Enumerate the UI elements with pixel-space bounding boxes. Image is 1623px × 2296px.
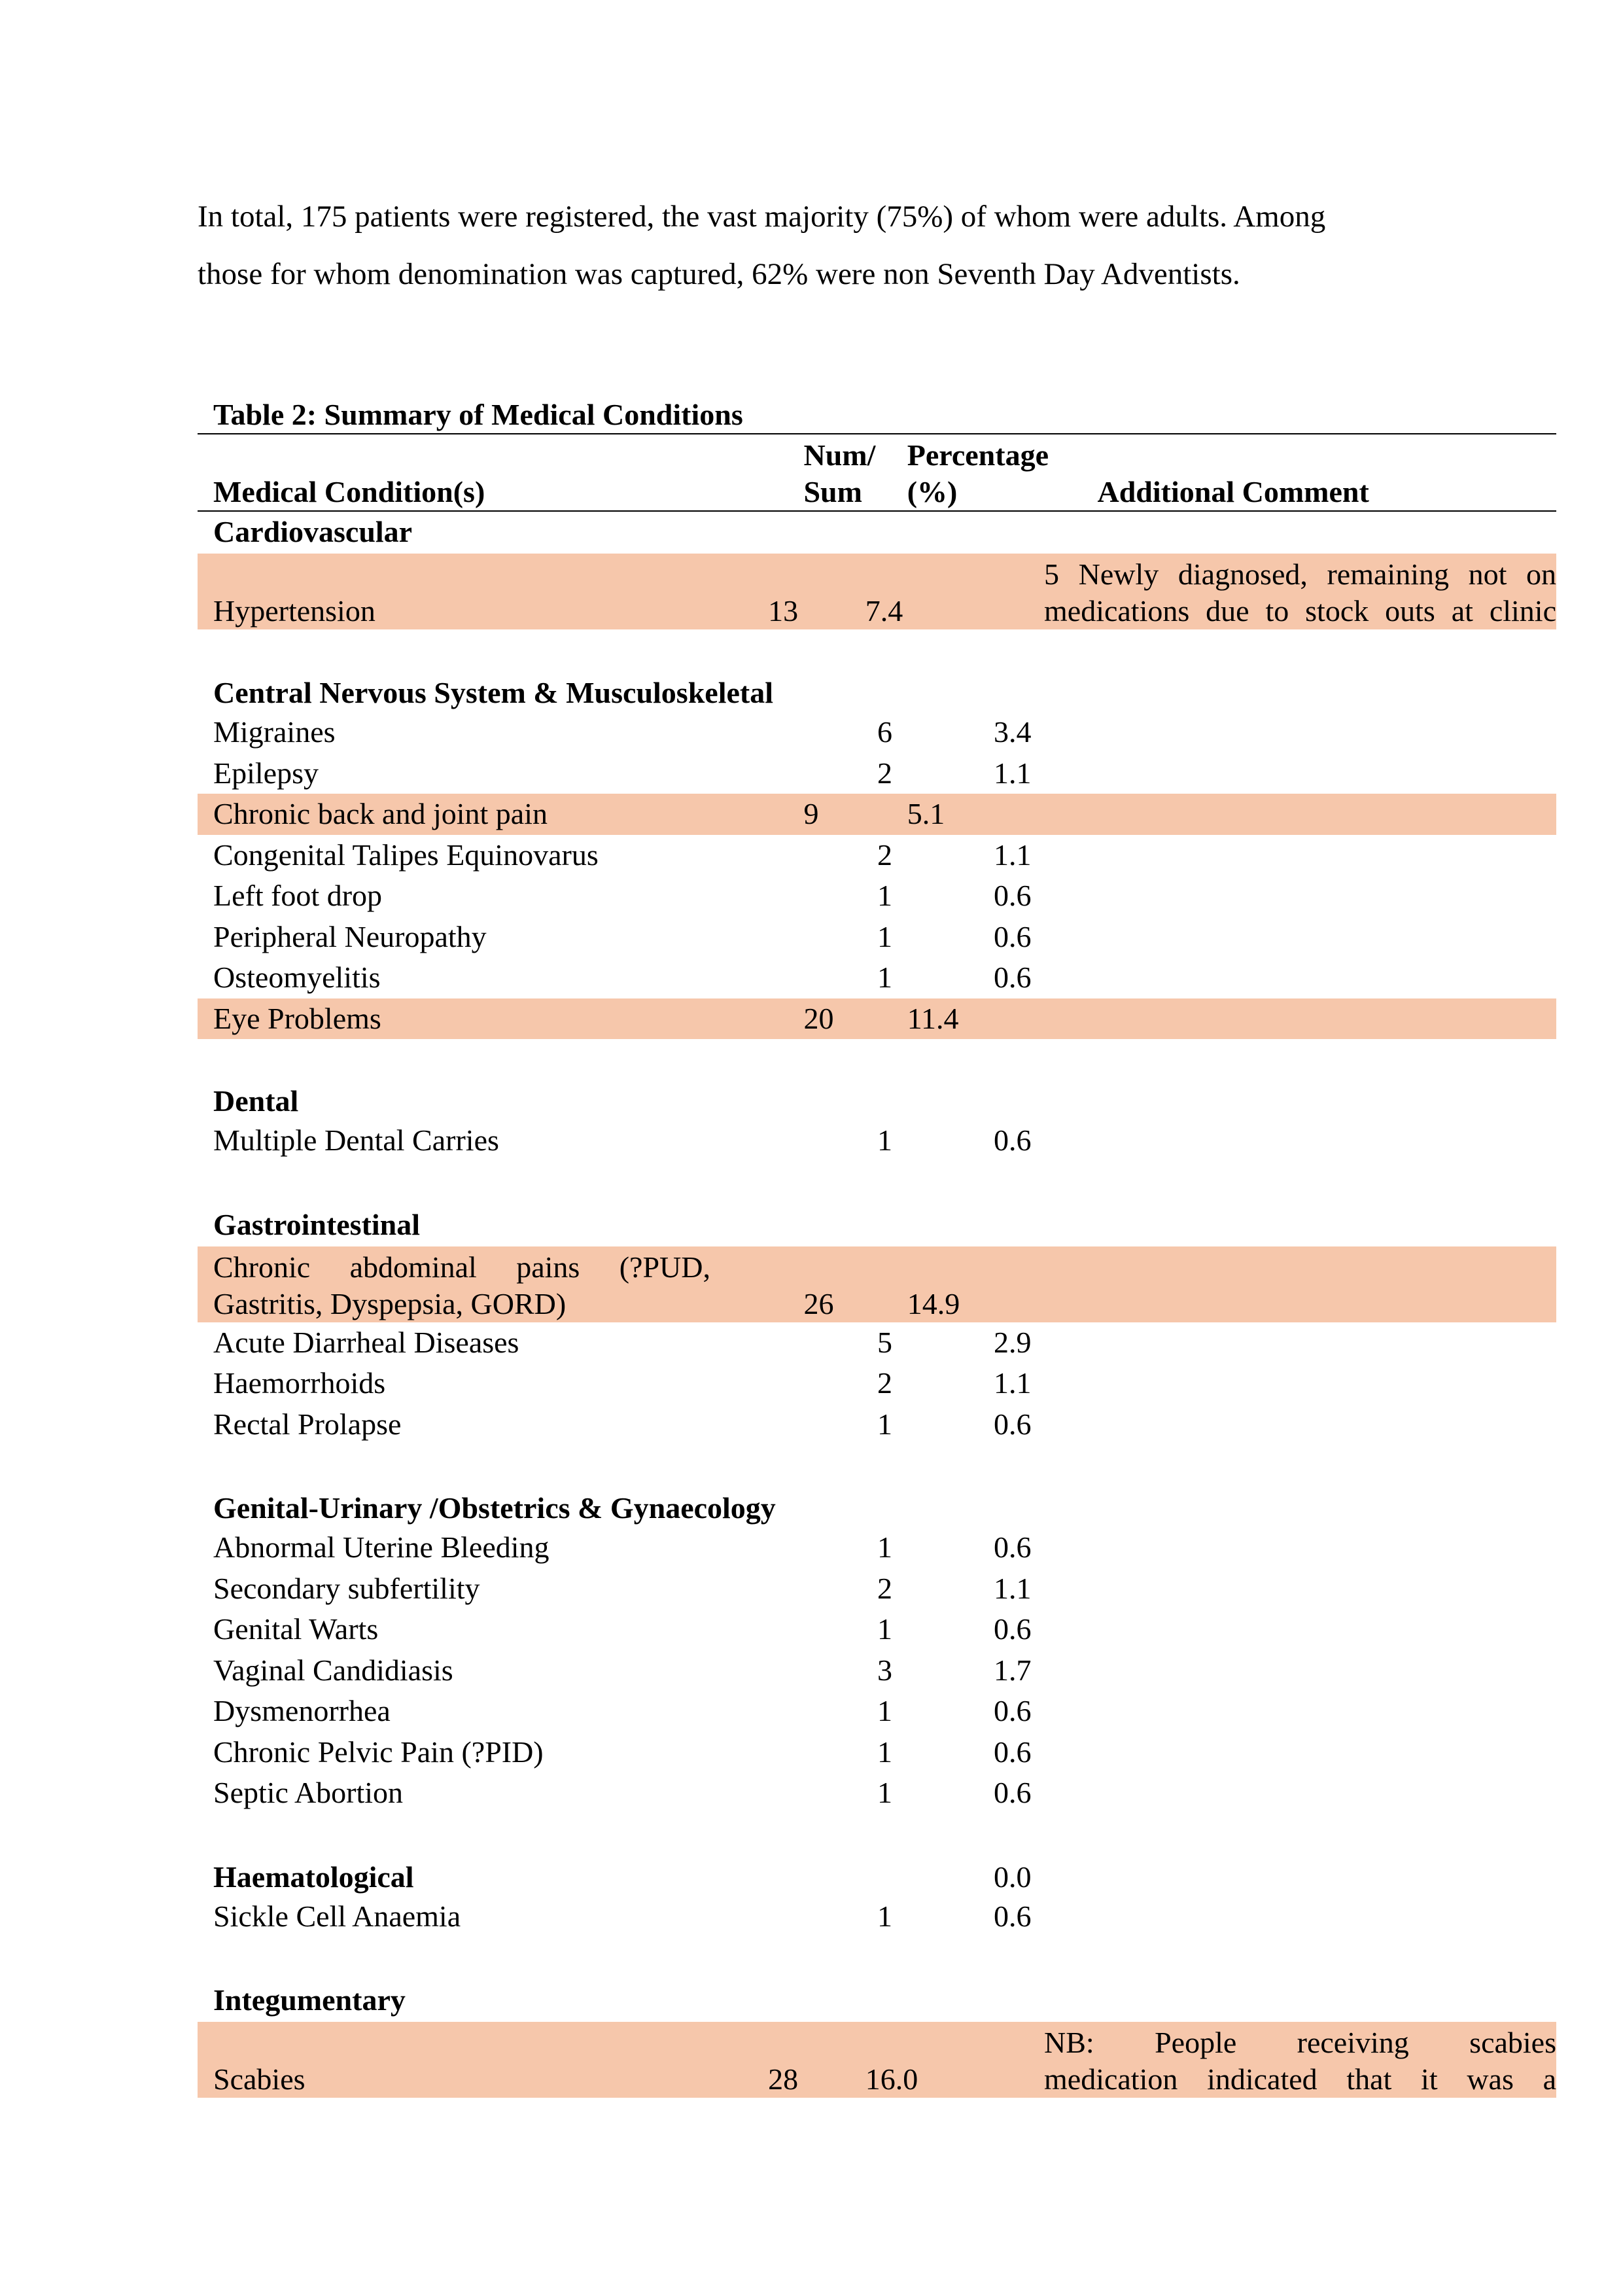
condition-num: 1 xyxy=(877,1530,892,1564)
condition-name: Secondary subfertility xyxy=(213,1571,480,1605)
condition-pct: 0.6 xyxy=(994,1612,1032,1646)
condition-num: 6 xyxy=(877,715,892,749)
condition-name: Chronic back and joint pain xyxy=(213,797,548,831)
table-row xyxy=(198,957,1556,998)
condition-comment xyxy=(1044,556,1556,629)
condition-name-line: Gastritis, Dyspepsia, GORD) xyxy=(213,1286,567,1320)
table-row xyxy=(198,1896,1556,1937)
condition-num: 1 xyxy=(877,1407,892,1441)
condition-pct: 14.9 xyxy=(907,1286,960,1320)
condition-name xyxy=(198,1249,803,1322)
condition-num: 2 xyxy=(877,1571,892,1605)
condition-pct: 16.0 xyxy=(865,2062,918,2096)
table-row xyxy=(198,1363,1556,1404)
section-heading xyxy=(198,1161,1556,1244)
header-num-line2: Sum xyxy=(803,475,862,508)
condition-pct: 0.6 xyxy=(994,961,1032,995)
section-heading xyxy=(198,1445,1556,1527)
section-title: Haematological xyxy=(213,1860,414,1894)
condition-num: 1 xyxy=(877,1612,892,1646)
table-row xyxy=(198,1120,1556,1161)
condition-pct: 0.6 xyxy=(994,919,1032,953)
table-row xyxy=(198,1732,1556,1773)
table-row xyxy=(198,875,1556,917)
condition-name: Vaginal Candidiasis xyxy=(213,1653,453,1687)
section-heading xyxy=(198,629,1556,712)
header-num xyxy=(803,437,907,510)
intro-line: those for whom denomination was captured, 62% were non Seventh Day Adventists. xyxy=(198,257,1240,291)
medical-conditions-table xyxy=(198,397,1556,2098)
table-row xyxy=(198,554,1556,629)
condition-pct: 0.6 xyxy=(994,879,1032,913)
condition-name: Acute Diarrheal Diseases xyxy=(213,1325,519,1359)
condition-num: 1 xyxy=(877,1899,892,1933)
section-title: Cardiovascular xyxy=(213,515,413,548)
condition-pct: 0.6 xyxy=(994,1530,1032,1564)
condition-num: 1 xyxy=(877,1123,892,1157)
condition-name: Osteomyelitis xyxy=(213,961,381,995)
table-row xyxy=(198,1404,1556,1445)
table-row xyxy=(198,1691,1556,1732)
section-title: Genital-Urinary /Obstetrics & Gynaecology xyxy=(213,1491,776,1525)
table-row xyxy=(198,2022,1556,2098)
condition-name: Dysmenorrhea xyxy=(213,1694,391,1728)
table-row xyxy=(198,835,1556,876)
condition-num: 1 xyxy=(877,879,892,913)
header-pct-line2: (%) xyxy=(907,475,958,508)
table-row xyxy=(198,1650,1556,1691)
table-header-row xyxy=(198,434,1556,512)
table-row xyxy=(198,1527,1556,1568)
section-heading xyxy=(198,1039,1556,1120)
header-num-line1: Num/ xyxy=(803,438,876,472)
condition-pct: 1.1 xyxy=(994,756,1032,790)
condition-name-line: Chronic abdominal pains (?PUD, xyxy=(213,1250,710,1284)
condition-num: 20 xyxy=(803,1001,834,1035)
condition-num: 28 xyxy=(768,2062,799,2096)
condition-pct: 1.7 xyxy=(994,1653,1032,1687)
header-comment: Additional Comment xyxy=(1097,475,1369,508)
section-title: Integumentary xyxy=(213,1983,406,2017)
condition-name: Epilepsy xyxy=(213,756,319,790)
section-heading xyxy=(198,1937,1556,2019)
intro-paragraph xyxy=(198,188,1499,303)
condition-name: Haemorrhoids xyxy=(213,1366,386,1400)
condition-num: 1 xyxy=(877,1694,892,1728)
condition-name: Multiple Dental Carries xyxy=(213,1123,499,1157)
condition-num: 13 xyxy=(768,594,799,627)
condition-pct: 0.6 xyxy=(994,1735,1032,1769)
condition-name: Hypertension xyxy=(213,594,375,627)
condition-name: Eye Problems xyxy=(213,1001,381,1035)
condition-name: Septic Abortion xyxy=(213,1776,404,1810)
condition-num: 26 xyxy=(803,1286,834,1320)
table-row xyxy=(198,753,1556,794)
condition-pct: 0.6 xyxy=(994,1407,1032,1441)
table-row xyxy=(198,1322,1556,1364)
condition-name: Left foot drop xyxy=(213,879,383,913)
condition-num: 5 xyxy=(877,1325,892,1359)
intro-line: In total, 175 patients were registered, the vast majority (75%) of whom were adults. Among xyxy=(198,200,1326,234)
table-row xyxy=(198,1773,1556,1814)
condition-pct: 5.1 xyxy=(907,797,945,831)
condition-pct: 1.1 xyxy=(994,1366,1032,1400)
condition-pct: 0.6 xyxy=(994,1776,1032,1810)
table-row xyxy=(198,794,1556,835)
header-pct-line1: Percentage xyxy=(907,438,1049,472)
comment-line: medications due to stock outs at clinic xyxy=(1044,594,1556,627)
condition-pct: 0.6 xyxy=(994,1694,1032,1728)
condition-name: Migraines xyxy=(213,715,336,749)
condition-name: Rectal Prolapse xyxy=(213,1407,402,1441)
condition-comment xyxy=(1044,2024,1556,2098)
condition-num: 1 xyxy=(877,1735,892,1769)
table-row xyxy=(198,998,1556,1040)
table-caption: Table 2: Summary of Medical Conditions xyxy=(198,397,1556,434)
condition-num: 9 xyxy=(803,797,819,831)
comment-line: 5 Newly diagnosed, remaining not on xyxy=(1044,557,1556,591)
section-heading xyxy=(198,1814,1556,1896)
condition-name: Scabies xyxy=(213,2062,305,2096)
condition-num: 1 xyxy=(877,919,892,953)
condition-num: 1 xyxy=(877,961,892,995)
condition-pct: 7.4 xyxy=(865,594,903,627)
condition-pct: 11.4 xyxy=(907,1001,959,1035)
condition-pct: 0.6 xyxy=(994,1123,1032,1157)
condition-pct: 1.1 xyxy=(994,838,1032,872)
condition-pct: 0.6 xyxy=(994,1899,1032,1933)
section-title: Gastrointestinal xyxy=(213,1207,421,1241)
section-title: Dental xyxy=(213,1084,299,1118)
condition-num: 2 xyxy=(877,838,892,872)
condition-name: Peripheral Neuropathy xyxy=(213,919,487,953)
table-row xyxy=(198,1568,1556,1610)
comment-line: medication indicated that it was a xyxy=(1044,2062,1556,2096)
condition-num: 1 xyxy=(877,1776,892,1810)
table-row xyxy=(198,917,1556,958)
condition-num: 3 xyxy=(877,1653,892,1687)
condition-pct: 1.1 xyxy=(994,1571,1032,1605)
table-row xyxy=(198,1246,1556,1322)
condition-name: Sickle Cell Anaemia xyxy=(213,1899,461,1933)
condition-num: 2 xyxy=(877,756,892,790)
header-percentage xyxy=(907,437,1098,510)
table-row xyxy=(198,712,1556,753)
header-condition: Medical Condition(s) xyxy=(213,475,485,508)
comment-line: NB: People receiving scabies xyxy=(1044,2026,1556,2059)
table-row xyxy=(198,1609,1556,1650)
condition-pct: 2.9 xyxy=(994,1325,1032,1359)
section-heading xyxy=(198,512,1556,551)
condition-name: Genital Warts xyxy=(213,1612,379,1646)
condition-name: Congenital Talipes Equinovarus xyxy=(213,838,599,872)
condition-name: Chronic Pelvic Pain (?PID) xyxy=(213,1735,544,1769)
section-pct: 0.0 xyxy=(994,1860,1032,1894)
condition-pct: 3.4 xyxy=(994,715,1032,749)
condition-num: 2 xyxy=(877,1366,892,1400)
section-title: Central Nervous System & Musculoskeletal xyxy=(213,676,774,709)
condition-name: Abnormal Uterine Bleeding xyxy=(213,1530,550,1564)
